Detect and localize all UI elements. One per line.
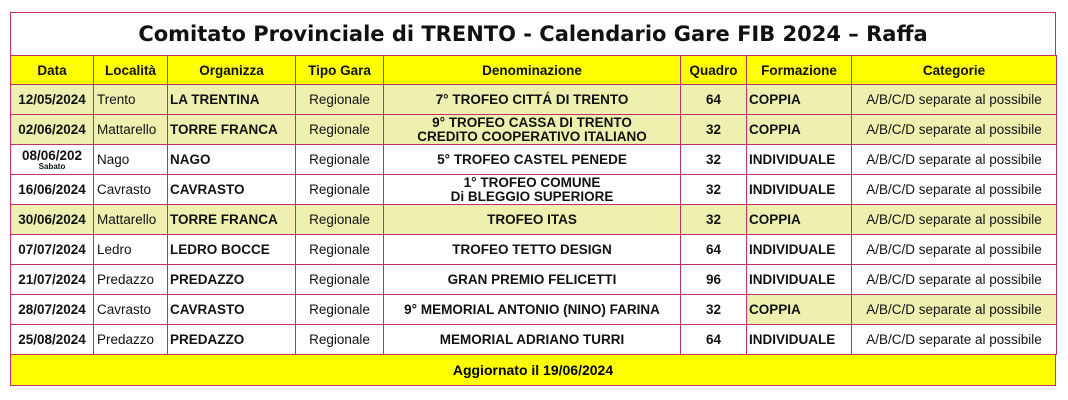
cell-formazione: COPPIA — [747, 295, 852, 325]
cell-quadro: 64 — [681, 85, 747, 115]
col-header-quadro: Quadro — [681, 56, 747, 85]
cell-date: 30/06/2024 — [11, 205, 94, 235]
col-header-organizza: Organizza — [168, 56, 296, 85]
table-row — [11, 265, 1057, 295]
cell-formazione: INDIVIDUALE — [747, 265, 852, 295]
cell-localita: Mattarello — [94, 115, 168, 145]
cell-categorie: A/B/C/D separate al possibile — [852, 325, 1057, 355]
cell-quadro: 32 — [681, 145, 747, 175]
col-header-localita: Località — [94, 56, 168, 85]
cell-categorie: A/B/C/D separate al possibile — [852, 85, 1057, 115]
cell-denominazione-line1: TROFEO ITAS — [487, 211, 577, 227]
table-row — [11, 85, 1057, 115]
col-header-data: Data — [11, 56, 94, 85]
cell-categorie: A/B/C/D separate al possibile — [852, 235, 1057, 265]
cell-organizza: CAVRASTO — [168, 175, 296, 205]
cell-date: 16/06/2024 — [11, 175, 94, 205]
cell-tipo-gara: Regionale — [296, 325, 384, 355]
cell-organizza: PREDAZZO — [168, 325, 296, 355]
cell-quadro: 32 — [681, 295, 747, 325]
cell-quadro: 96 — [681, 265, 747, 295]
cell-denominazione-line1: MEMORIAL ADRIANO TURRI — [439, 331, 625, 347]
cell-denominazione — [384, 325, 681, 355]
cell-categorie: A/B/C/D separate al possibile — [852, 265, 1057, 295]
cell-organizza: PREDAZZO — [168, 265, 296, 295]
cell-quadro: 32 — [681, 115, 747, 145]
cell-categorie: A/B/C/D separate al possibile — [852, 115, 1057, 145]
cell-tipo-gara: Regionale — [296, 295, 384, 325]
cell-formazione: COPPIA — [747, 85, 852, 115]
updated-footer: Aggiornato il 19/06/2024 — [10, 355, 1056, 386]
cell-quadro: 32 — [681, 205, 747, 235]
cell-quadro: 32 — [681, 175, 747, 205]
cell-localita: Predazzo — [94, 265, 168, 295]
cell-date-note: Sabato — [38, 161, 66, 171]
cell-denominazione-line1: 9° MEMORIAL ANTONIO (NINO) FARINA — [404, 301, 660, 317]
cell-date-value: 08/06/202 — [21, 147, 83, 163]
cell-organizza: NAGO — [168, 145, 296, 175]
cell-date: 28/07/2024 — [11, 295, 94, 325]
cell-denominazione-line1: TROFEO TETTO DESIGN — [452, 241, 612, 257]
cell-denominazione-line1: 5° TROFEO CASTEL PENEDE — [437, 151, 627, 167]
cell-denominazione — [384, 145, 681, 175]
cell-denominazione — [384, 175, 681, 205]
cell-organizza: TORRE FRANCA — [168, 115, 296, 145]
cell-quadro: 64 — [681, 325, 747, 355]
cell-date: 07/07/2024 — [11, 235, 94, 265]
table-row — [11, 115, 1057, 145]
cell-tipo-gara: Regionale — [296, 115, 384, 145]
cell-tipo-gara: Regionale — [296, 145, 384, 175]
cell-localita: Trento — [94, 85, 168, 115]
cell-categorie: A/B/C/D separate al possibile — [852, 295, 1057, 325]
cell-tipo-gara: Regionale — [296, 235, 384, 265]
cell-denominazione — [384, 85, 681, 115]
cell-denominazione-line1: 1° TROFEO COMUNE — [463, 174, 601, 190]
cell-localita: Predazzo — [94, 325, 168, 355]
cell-date — [11, 145, 94, 175]
cell-formazione: INDIVIDUALE — [747, 175, 852, 205]
cell-formazione: INDIVIDUALE — [747, 145, 852, 175]
cell-denominazione — [384, 205, 681, 235]
cell-tipo-gara: Regionale — [296, 85, 384, 115]
cell-formazione: INDIVIDUALE — [747, 235, 852, 265]
table-row — [11, 325, 1057, 355]
cell-localita: Nago — [94, 145, 168, 175]
cell-quadro: 64 — [681, 235, 747, 265]
cell-date: 02/06/2024 — [11, 115, 94, 145]
calendar-sheet — [10, 12, 1056, 386]
cell-organizza: CAVRASTO — [168, 295, 296, 325]
cell-categorie: A/B/C/D separate al possibile — [852, 145, 1057, 175]
cell-tipo-gara: Regionale — [296, 265, 384, 295]
cell-date: 12/05/2024 — [11, 85, 94, 115]
cell-denominazione-line1: 7° TROFEO CITTÁ DI TRENTO — [435, 91, 629, 107]
col-header-categorie: Categorie — [852, 56, 1057, 85]
cell-denominazione — [384, 235, 681, 265]
cell-denominazione — [384, 115, 681, 145]
cell-denominazione-line1: 9° TROFEO CASSA DI TRENTO — [432, 114, 632, 130]
col-header-formazione: Formazione — [747, 56, 852, 85]
table-row — [11, 205, 1057, 235]
cell-date: 25/08/2024 — [11, 325, 94, 355]
calendar-table — [10, 55, 1057, 355]
cell-date: 21/07/2024 — [11, 265, 94, 295]
page-title: Comitato Provinciale di TRENTO - Calendario Gare FIB 2024 – Raffa — [10, 12, 1056, 55]
table-row — [11, 175, 1057, 205]
table-row — [11, 235, 1057, 265]
cell-denominazione — [384, 265, 681, 295]
cell-localita: Cavrasto — [94, 295, 168, 325]
table-row — [11, 295, 1057, 325]
cell-denominazione-line2: Di BLEGGIO SUPERIORE — [450, 188, 614, 204]
col-header-denominazione: Denominazione — [384, 56, 681, 85]
col-header-tipo-gara: Tipo Gara — [296, 56, 384, 85]
header-row — [11, 56, 1057, 85]
cell-organizza: LEDRO BOCCE — [168, 235, 296, 265]
cell-organizza: TORRE FRANCA — [168, 205, 296, 235]
cell-denominazione — [384, 295, 681, 325]
cell-tipo-gara: Regionale — [296, 175, 384, 205]
cell-tipo-gara: Regionale — [296, 205, 384, 235]
cell-categorie: A/B/C/D separate al possibile — [852, 205, 1057, 235]
cell-formazione: COPPIA — [747, 115, 852, 145]
cell-formazione: INDIVIDUALE — [747, 325, 852, 355]
cell-localita: Cavrasto — [94, 175, 168, 205]
table-row — [11, 145, 1057, 175]
cell-categorie: A/B/C/D separate al possibile — [852, 175, 1057, 205]
cell-organizza: LA TRENTINA — [168, 85, 296, 115]
cell-localita: Ledro — [94, 235, 168, 265]
cell-denominazione-line1: GRAN PREMIO FELICETTI — [447, 271, 617, 287]
cell-formazione: COPPIA — [747, 205, 852, 235]
cell-localita: Mattarello — [94, 205, 168, 235]
cell-denominazione-line2: CREDITO COOPERATIVO ITALIANO — [417, 128, 647, 144]
